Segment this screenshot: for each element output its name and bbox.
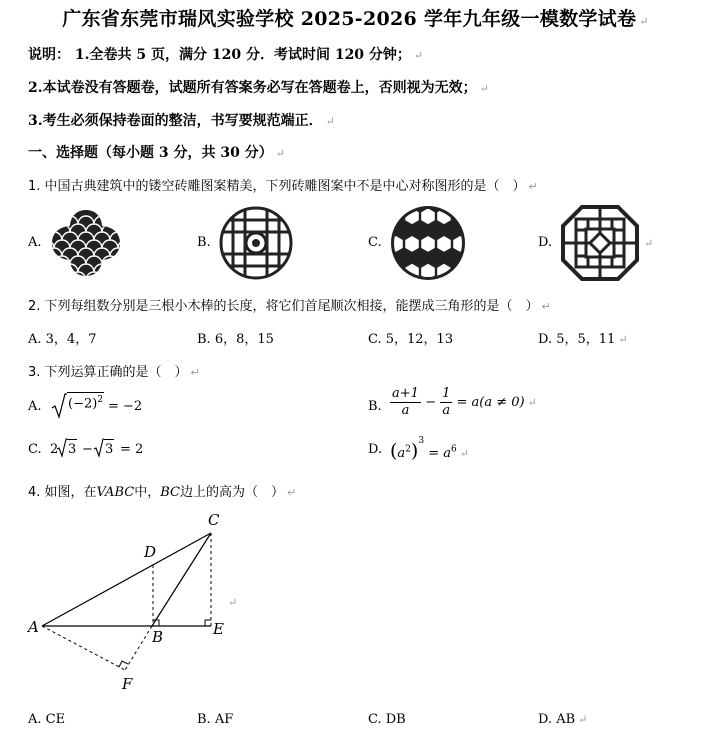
q3-c-minus: −: [82, 442, 93, 457]
return-mark-icon: ↵: [527, 396, 537, 409]
return-mark-icon: ↵: [644, 237, 654, 250]
return-mark-icon: ↵: [459, 447, 469, 460]
return-mark-icon: ↵: [413, 49, 424, 62]
q3-option-b-label: B.: [368, 399, 382, 414]
return-mark-icon: ↵: [275, 147, 285, 160]
note-3: 3.考生必须保持卷面的整洁，书写要规范端正． ↵: [28, 113, 335, 129]
note-2: 2.本试卷没有答题卷，试题所有答案务必写在答题卷上，否则视为无效； ↵: [28, 80, 489, 96]
return-mark-icon: ↵: [528, 180, 538, 193]
point-label-e: E: [213, 620, 224, 638]
note-1: 说明： 1.全卷共 5 页，满分 120 分．考试时间 120 分钟； ↵: [28, 47, 424, 63]
q1-option-a-label: A.: [28, 235, 42, 250]
q2-option-c: C. 5，12，13: [368, 332, 454, 347]
q1-option-c-label: C.: [368, 235, 382, 250]
return-mark-icon: ↵: [541, 300, 551, 313]
q2-option-b: B. 6，8，15: [197, 332, 274, 347]
return-mark-icon: ↵: [479, 82, 489, 95]
q3-b-fraction-2: $\frac{1}{a}$: [442, 386, 451, 418]
q2-option-a: A. 3，4，7: [28, 332, 97, 347]
q1-option-d-label: D.: [538, 235, 553, 250]
return-mark-icon: ↵: [325, 115, 335, 128]
q3-stem: 3. 下列运算正确的是（ ） ↵: [28, 365, 200, 380]
return-mark-icon: ↵: [578, 713, 588, 726]
q3-b-fraction-1: $\frac{a+1}{a}$: [392, 386, 419, 418]
q3-c-rhs: = 2: [120, 442, 144, 457]
q3-a-radicand: $(-2)^2$: [67, 392, 104, 411]
point-label-f: F: [122, 675, 133, 693]
q3-a-rhs: = −2: [108, 399, 143, 414]
return-mark-icon: ↵: [618, 333, 628, 346]
point-label-c: C: [208, 511, 220, 529]
point-label-d: D: [144, 543, 157, 561]
point-label-a: A: [28, 618, 39, 636]
point-label-b: B: [152, 628, 164, 646]
q3-c-coef: 2: [50, 442, 59, 457]
q4-stem: 4. 如图，在VABC中，BC边上的高为（ ） ↵: [28, 485, 297, 500]
return-mark-icon: ↵: [228, 596, 238, 609]
q4-option-d: D. AB ↵: [538, 712, 588, 727]
q3-option-d-label: D.: [368, 442, 383, 457]
q3-b-expression: $\frac{a+1}{a}$ − $\frac{1}{a}$ = a(a ≠ 0) ↵: [392, 386, 537, 418]
q3-d-expression: $(a^2)^3 = a^6$ ↵: [390, 436, 469, 462]
q4-option-b: B. AF: [197, 712, 234, 727]
q3-option-a-label: A.: [28, 399, 42, 414]
q2-stem: 2. 下列每组数分别是三根小木棒的长度，将它们首尾顺次相接，能摆成三角形的是（ ） ↵: [28, 299, 551, 314]
q3-c-radicand-1: 3: [67, 439, 77, 457]
q4-option-c: C. DB: [368, 712, 406, 727]
return-mark-icon: ↵: [286, 486, 297, 499]
q3-c-radicand-2: 3: [104, 439, 114, 457]
q1-stem: 1. 中国古典建筑中的镂空砖雕图案精美，下列砖雕图案中不是中心对称图形的是（ ） ↵: [28, 179, 538, 194]
section-heading: 一、选择题（每小题 3 分，共 30 分） ↵: [28, 145, 285, 161]
q4-option-a: A. CE: [28, 712, 66, 727]
q3-option-c-label: C.: [28, 442, 42, 457]
exam-title: 广东省东莞市瑞风实验学校 2025-2026 学年九年级一模数学试卷 ↵: [62, 8, 649, 30]
q1-option-b-label: B.: [197, 235, 211, 250]
return-mark-icon: ↵: [639, 15, 649, 28]
q2-option-d: D. 5，5，11 ↵: [538, 332, 628, 347]
return-mark-icon: ↵: [190, 366, 200, 379]
